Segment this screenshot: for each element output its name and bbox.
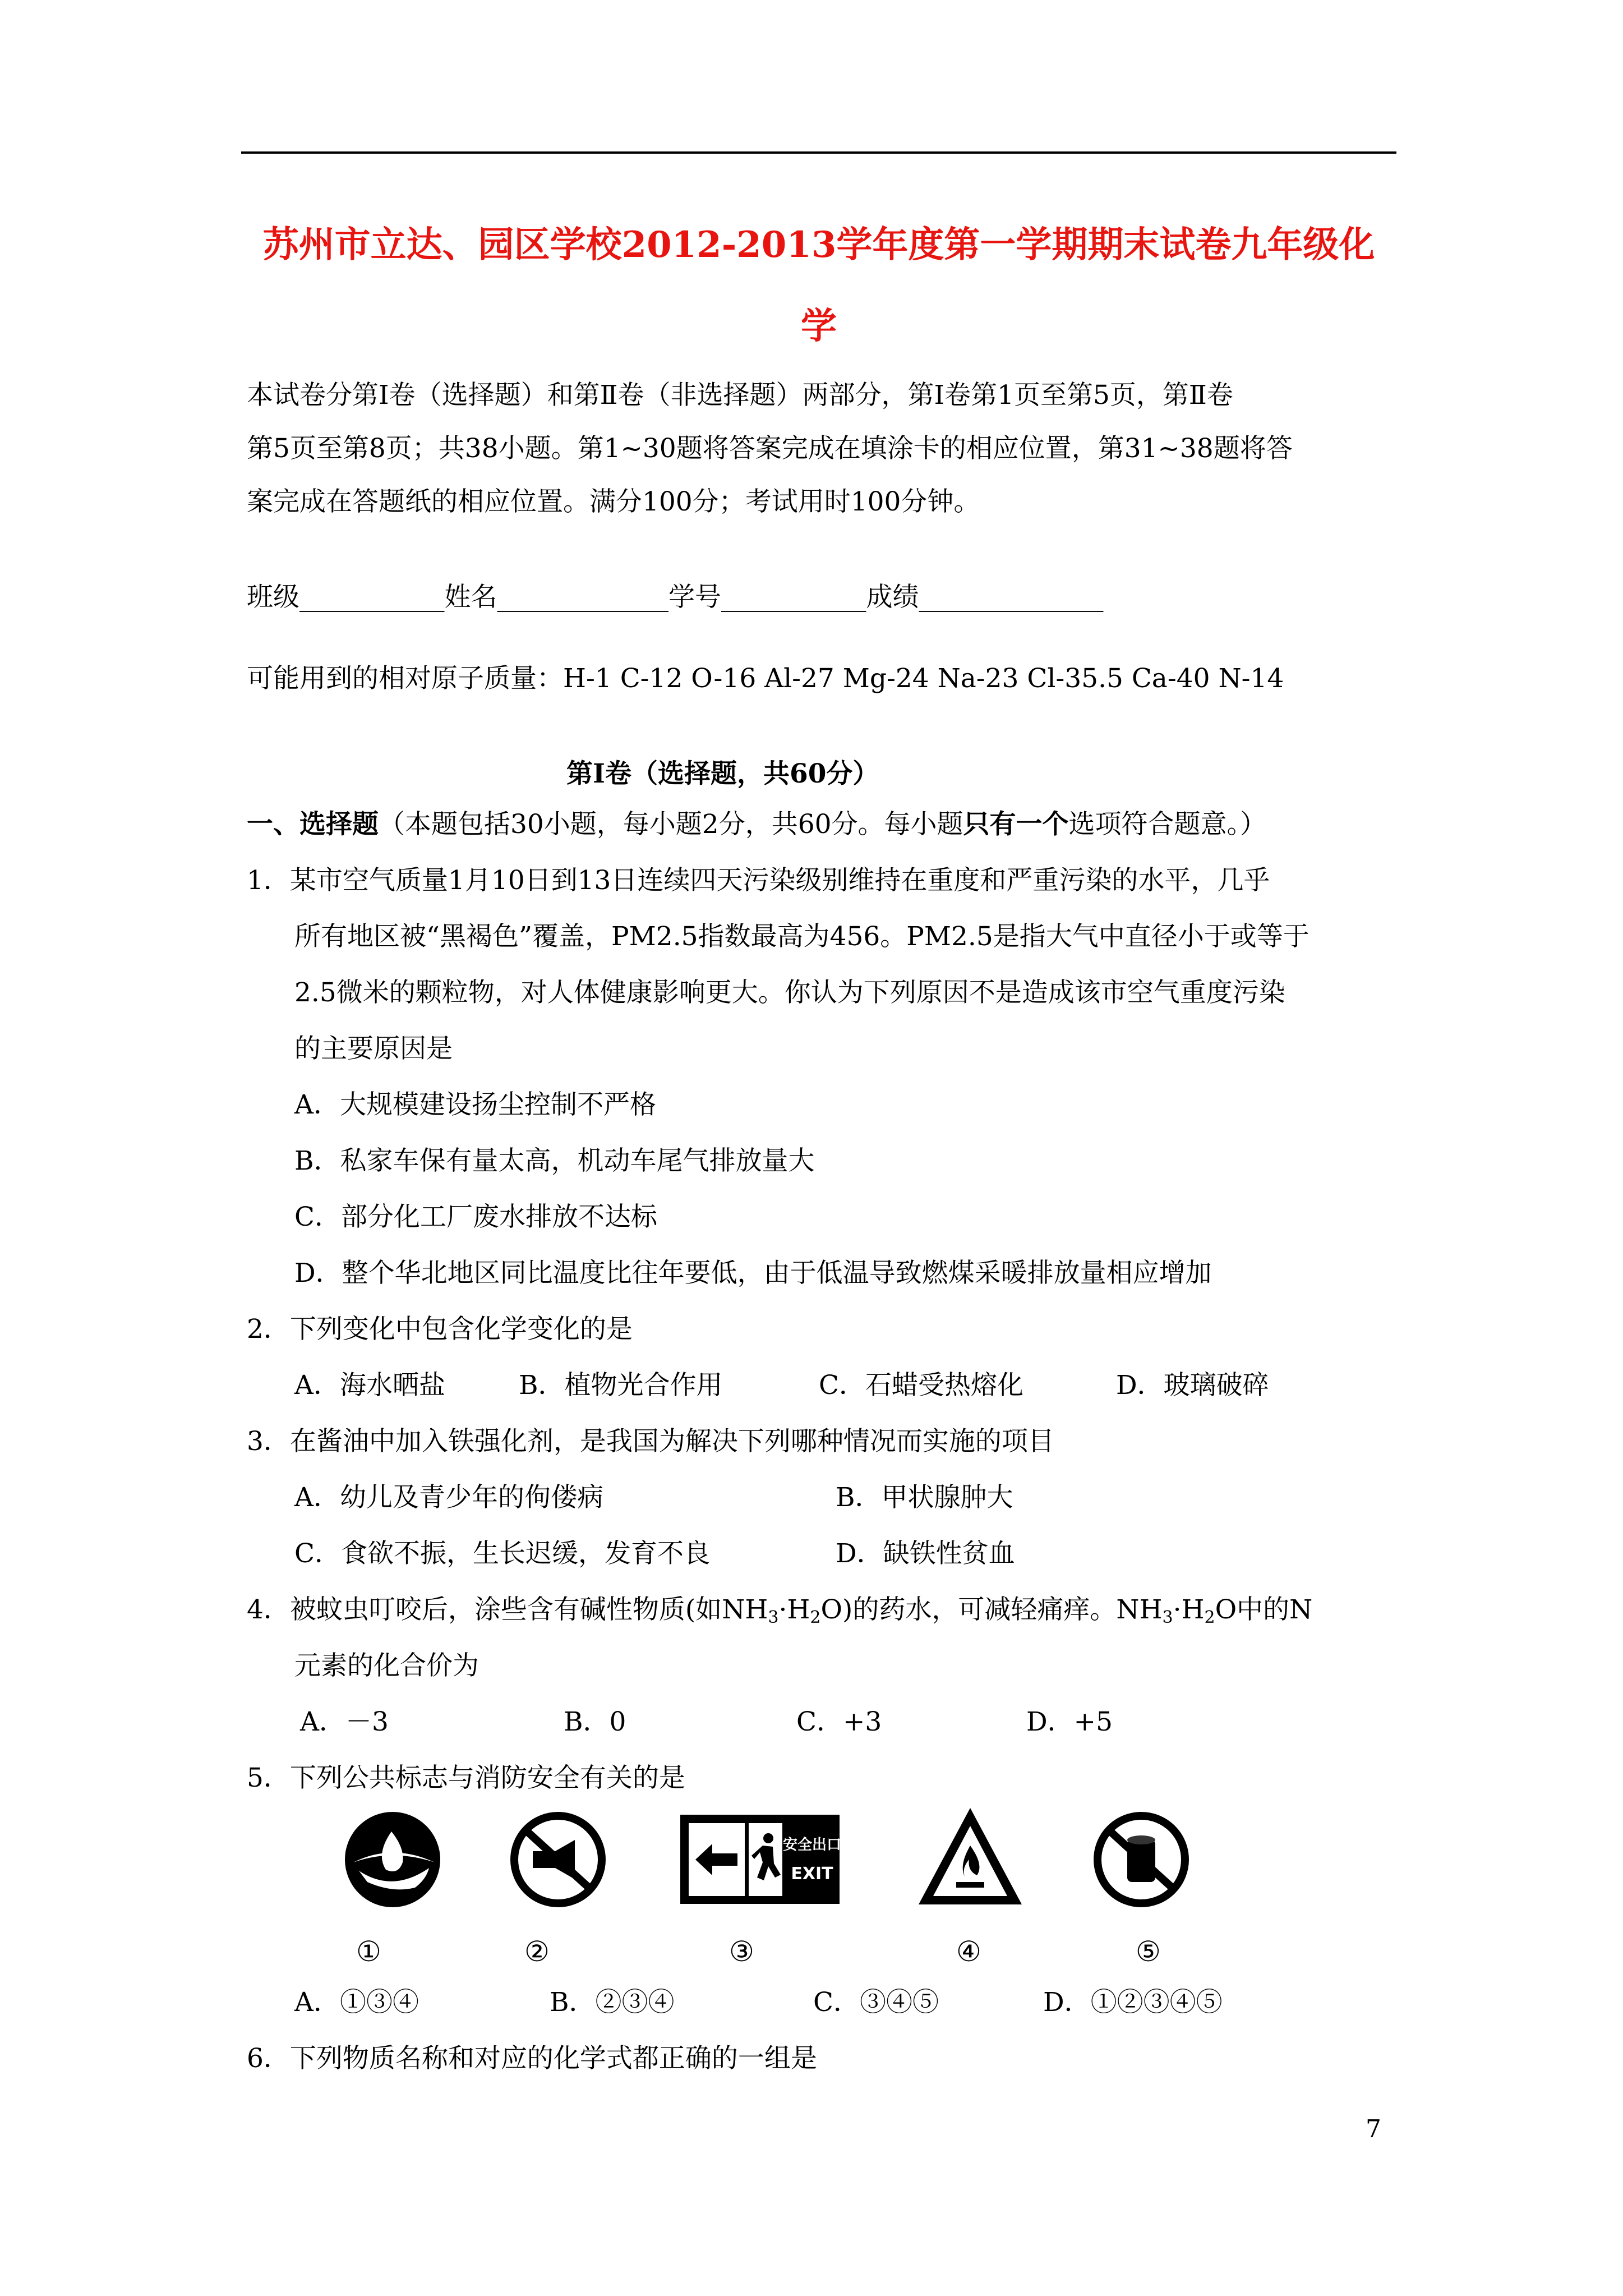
q4-subscript-2b: 2 [1204,1608,1215,1627]
intro-line-2: 第5页至第8页；共38小题。第1~30题将答案完成在填涂卡的相应位置，第31~38题将答 [247,433,1293,464]
section-title: 第Ⅰ卷（选择题，共60分） [566,758,879,789]
q5-option-b: B．②③④ [550,1987,675,2018]
q4-option-c: C．+3 [796,1706,882,1737]
q4-stem-line-2: 元素的化合价为 [294,1650,479,1681]
q3-stem: 3．在酱油中加入铁强化剂，是我国为解决下列哪种情况而实施的项目 [247,1426,1054,1457]
q4-text-b: ·H [778,1594,810,1625]
q2-stem: 2．下列变化中包含化学变化的是 [247,1314,633,1345]
q2-option-b: B．植物光合作用 [519,1370,723,1401]
q1-stem-line-4: 的主要原因是 [294,1033,453,1064]
safety-exit-sign-icon [679,1813,841,1906]
section-instructions-emphasis: 只有一个 [963,809,1069,840]
section-instructions-suffix: 选项符合题意。） [1068,809,1267,840]
exit-sign-text-en: EXIT [791,1864,833,1884]
sign-label-4: ④ [956,1935,981,1968]
q1-stem-line-1: 1．某市空气质量1月10日到13日连续四天污染级别维持在重度和严重污染的水平，几乎 [247,865,1270,896]
exit-sign-text-cn: 安全出口 [782,1837,841,1853]
intro-line-1: 本试卷分第Ⅰ卷（选择题）和第Ⅱ卷（非选择题）两部分，第Ⅰ卷第1页至第5页，第Ⅱ卷 [247,380,1233,411]
q4-text-d: ·H [1173,1594,1205,1625]
q3-option-b: B．甲状腺肿大 [836,1482,1013,1513]
q1-option-b: B．私家车保有量太高，机动车尾气排放量大 [294,1145,815,1176]
header-rule [241,151,1396,154]
q4-subscript-3b: 3 [1162,1608,1173,1627]
atomic-masses-line: 可能用到的相对原子质量：H-1 C-12 O-16 Al-27 Mg-24 Na-23 Cl-35.5 Ca-40 N-14 [247,663,1284,694]
water-sign-icon [342,1809,443,1910]
section-instructions [247,808,1266,841]
no-horn-sign-icon [508,1809,608,1910]
q4-text-a: 4．被蚊虫叮咬后，涂些含有碱性物质(如NH [247,1594,768,1625]
page-number: 7 [1366,2115,1381,2143]
q3-option-c: C．食欲不振，生长迟缓，发育不良 [294,1538,710,1569]
section-instructions-middle: （本题包括30小题，每小题2分，共60分。每小题 [379,809,963,840]
q1-option-a: A．大规模建设扬尘控制不严格 [294,1089,656,1120]
no-barrel-sign-icon [1091,1809,1192,1910]
q2-option-c: C．石蜡受热熔化 [819,1370,1023,1401]
sign-label-5: ⑤ [1136,1935,1161,1968]
q4-subscript-3: 3 [768,1608,779,1627]
q4-option-d: D．+5 [1026,1706,1113,1737]
intro-line-3: 案完成在答题纸的相应位置。满分100分；考试用时100分钟。 [247,486,980,517]
document-title-line-2: 学 [801,305,837,347]
q6-stem: 6．下列物质名称和对应的化学式都正确的一组是 [247,2043,817,2074]
q4-text-e: O中的N [1215,1594,1313,1625]
q3-option-a: A．幼儿及青少年的佝偻病 [294,1482,603,1513]
q5-option-a: A．①③④ [294,1987,419,2018]
q1-stem-line-2: 所有地区被“黑褐色”覆盖，PM2.5指数最高为456。PM2.5是指大气中直径小于或等于 [294,921,1310,952]
q3-option-d: D．缺铁性贫血 [836,1538,1015,1569]
flammable-warning-icon [914,1803,1026,1910]
q2-option-d: D．玻璃破碎 [1116,1370,1269,1401]
sign-label-3: ③ [729,1935,754,1968]
section-instructions-prefix: 一、选择题 [247,809,379,840]
document-title-line-1: 苏州市立达、园区学校2012-2013学年度第一学期期末试卷九年级化 [262,224,1375,266]
q4-option-b: B．0 [564,1706,626,1737]
sign-label-2: ② [524,1935,550,1968]
q1-option-d: D．整个华北地区同比温度比往年要低，由于低温导致燃煤采暖排放量相应增加 [294,1258,1212,1289]
q5-stem: 5．下列公共标志与消防安全有关的是 [247,1763,685,1793]
q5-option-d: D．①②③④⑤ [1043,1987,1223,2018]
q1-option-c: C．部分化工厂废水排放不达标 [294,1202,657,1232]
q5-option-c: C．③④⑤ [813,1987,939,2018]
q4-subscript-2: 2 [810,1608,821,1627]
student-info-line: 班级___________姓名_____________学号___________成绩______________ [247,582,1104,613]
q1-stem-line-3: 2.5微米的颗粒物，对人体健康影响更大。你认为下列原因不是造成该市空气重度污染 [294,977,1285,1008]
q4-option-a: A．－3 [300,1706,389,1737]
q4-text-c: O)的药水，可减轻痛痒。NH [820,1594,1163,1625]
sign-label-1: ① [356,1935,381,1968]
q2-option-a: A．海水晒盐 [294,1370,445,1401]
q4-stem-line-1 [247,1593,1312,1635]
